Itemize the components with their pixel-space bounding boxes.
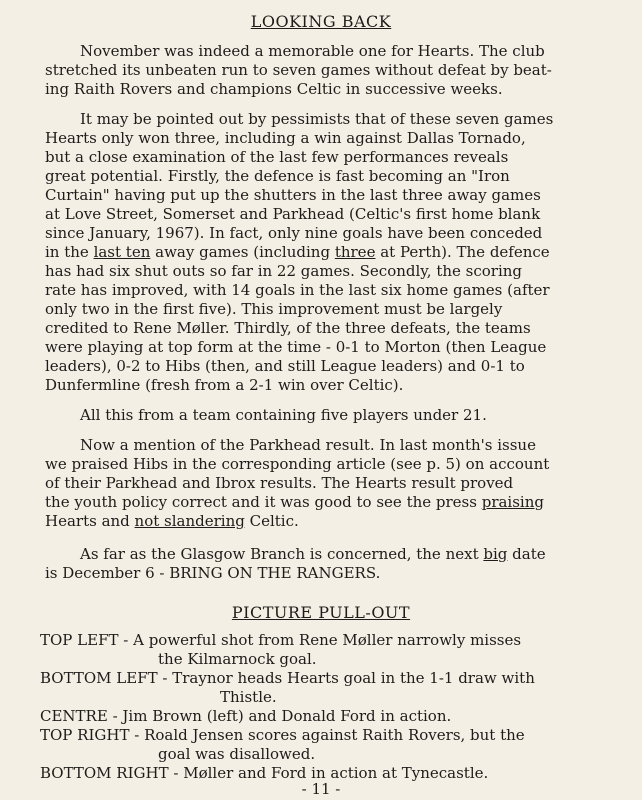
pullout-item: CENTRE - Jim Brown (left) and Donald Ford in action. — [40, 707, 452, 725]
text-line: ing Raith Rovers and champions Celtic in successive weeks. — [45, 80, 503, 98]
text-line — [45, 243, 615, 262]
pullout-item: TOP LEFT - A powerful shot from Rene Møller narrowly misses — [40, 631, 522, 649]
pullout-continuation: goal was disallowed. — [158, 745, 316, 763]
pullout-label: TOP RIGHT — [40, 726, 130, 744]
pullout-text: Møller and Ford in action at Tynecastle. — [183, 764, 489, 782]
paragraph-2 — [45, 110, 615, 395]
pullout-text: A powerful shot from Rene Møller narrowly misses — [133, 631, 522, 649]
text-line: Dunfermline (fresh from a 2-1 win over Celtic). — [45, 376, 404, 394]
text-line: but a close examination of the last few performances reveals — [45, 148, 509, 166]
text-line: has had six shut outs so far in 22 games. Secondly, the scoring — [45, 262, 523, 280]
text-line: Now a mention of the Parkhead result. In last month's issue — [80, 436, 536, 454]
text-line — [45, 512, 615, 531]
underlined-text: big — [483, 545, 508, 563]
paragraph-5 — [45, 545, 615, 583]
paragraph-4 — [45, 436, 615, 531]
article-title: LOOKING BACK — [250, 12, 392, 31]
text-line: rate has improved, with 14 goals in the last six home games (after — [45, 281, 550, 299]
pullout-label: TOP LEFT — [40, 631, 119, 649]
pullout-label: BOTTOM RIGHT — [40, 764, 169, 782]
text-line: November was indeed a memorable one for Hearts. The club — [80, 42, 545, 60]
text-fragment: in the — [45, 243, 94, 261]
text-fragment: away games (including — [150, 243, 335, 261]
text-line: is December 6 - BRING ON THE RANGERS. — [45, 564, 381, 582]
pullout-continuation: Thistle. — [220, 688, 277, 706]
pullout-item: TOP RIGHT - Roald Jensen scores against Raith Rovers, but the — [40, 726, 525, 744]
text-fragment: As far as the Glasgow Branch is concerned, the next — [80, 545, 484, 563]
text-line: leaders), 0-2 to Hibs (then, and still League leaders) and 0-1 to — [45, 357, 525, 375]
text-fragment: at Perth). The defence — [375, 243, 550, 261]
pullout-list — [40, 631, 620, 783]
pullout-item: BOTTOM LEFT - Traynor heads Hearts goal in the 1-1 draw with — [40, 669, 535, 687]
text-line: only two in the first five). This improvement must be largely — [45, 300, 503, 318]
pullout-label: BOTTOM LEFT — [40, 669, 158, 687]
pullout-continuation: the Kilmarnock goal. — [158, 650, 317, 668]
text-fragment: Celtic. — [244, 512, 299, 530]
pullout-label: CENTRE — [40, 707, 108, 725]
text-fragment: the youth policy correct and it was good to see the press — [45, 493, 482, 511]
pullout-title: PICTURE PULL-OUT — [231, 603, 411, 622]
pullout-text: Roald Jensen scores against Raith Rovers, but the — [144, 726, 525, 744]
pullout-text: Traynor heads Hearts goal in the 1-1 draw with — [172, 669, 535, 687]
text-fragment: date — [507, 545, 546, 563]
page-number: - 11 - — [301, 780, 341, 798]
text-line: of their Parkhead and Ibrox results. The Hearts result proved — [45, 474, 514, 492]
underlined-text: not slandering — [134, 512, 245, 530]
underlined-text: three — [334, 243, 376, 261]
text-fragment: Hearts and — [45, 512, 135, 530]
text-line: credited to Rene Møller. Thirdly, of the three defeats, the teams — [45, 319, 531, 337]
text-line: All this from a team containing five players under 21. — [80, 406, 487, 424]
text-line — [45, 493, 615, 512]
text-line: we praised Hibs in the corresponding article (see p. 5) on account — [45, 455, 550, 473]
text-line — [45, 545, 615, 564]
pullout-text: Jim Brown (left) and Donald Ford in action. — [122, 707, 452, 725]
text-line: at Love Street, Somerset and Parkhead (Celtic's first home blank — [45, 205, 541, 223]
text-line: Hearts only won three, including a win against Dallas Tornado, — [45, 129, 526, 147]
text-line: since January, 1967). In fact, only nine goals have been conceded — [45, 224, 543, 242]
paragraph-1 — [45, 42, 615, 99]
underlined-text: praising — [481, 493, 544, 511]
pullout-item: BOTTOM RIGHT - Møller and Ford in action at Tynecastle. — [40, 764, 489, 782]
paragraph-3 — [45, 406, 615, 425]
underlined-text: last ten — [93, 243, 151, 261]
text-line: stretched its unbeaten run to seven games without defeat by beat- — [45, 61, 552, 79]
text-line: were playing at top form at the time - 0-1 to Morton (then League — [45, 338, 547, 356]
text-line: Curtain" having put up the shutters in the last three away games — [45, 186, 541, 204]
text-line: It may be pointed out by pessimists that of these seven games — [80, 110, 554, 128]
text-line: great potential. Firstly, the defence is fast becoming an "Iron — [45, 167, 510, 185]
